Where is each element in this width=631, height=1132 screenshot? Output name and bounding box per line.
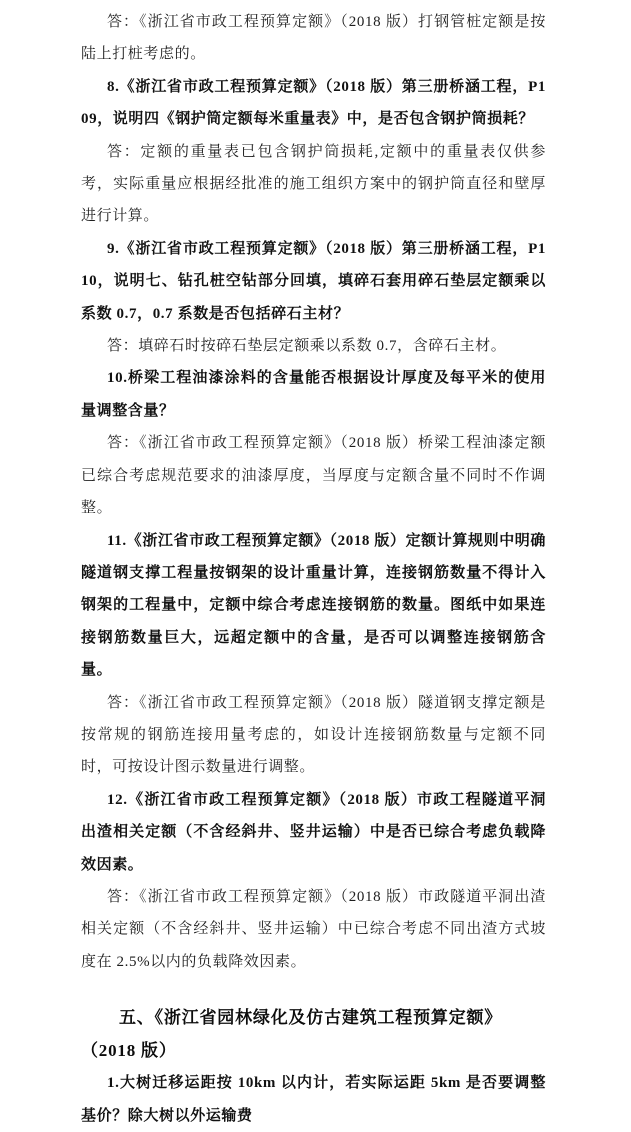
- question-paragraph: 10.桥梁工程油漆涂料的含量能否根据设计厚度及每平米的使用量调整含量？: [81, 370, 546, 419]
- answer-paragraph: 答：《浙江省市政工程预算定额》（2018 版）市政隧道平洞出渣相关定额（不含经斜井、竖井运输）中已综合考虑不同出渣方式坡度在 2.5%以内的负载降效因素。: [81, 888, 546, 970]
- question-paragraph: 8.《浙江省市政工程预算定额》（2018 版）第三册桥涵工程，P109，说明四《钢护筒定额每米重量表》中，是否包含钢护筒损耗？: [81, 78, 546, 128]
- answer-paragraph: 答：填碎石时按碎石垫层定额乘以系数 0.7，含碎石主材。: [107, 338, 507, 355]
- question-paragraph: 9.《浙江省市政工程预算定额》（2018 版）第三册桥涵工程，P110，说明七、钻孔桩空钻部分回填，填碎石套用碎石垫层定额乘以系数 0.7，0.7 系数是否包括碎石主材？: [81, 240, 546, 322]
- answer-paragraph: 答：定额的重量表已包含钢护筒损耗,定额中的重量表仅供参考，实际重量应根据经批准的施工组织方案中的钢护筒直径和壁厚进行计算。: [81, 143, 546, 225]
- question-paragraph: 11.《浙江省市政工程预算定额》（2018 版）定额计算规则中明确隧道钢支撑工程量按钢架的设计重量计算，连接钢筋数量不得计入钢架的工程量中，定额中综合考虑连接钢筋的数量。图纸中如果连接钢筋数量巨大，远超定额中的含量，是否可以调整连接钢筋含量。: [81, 532, 546, 679]
- question-paragraph: 1.大树迁移运距按 10km 以内计，若实际运距 5km 是否要调整基价？除大树以外运输费: [81, 1075, 546, 1124]
- answer-paragraph: 答：《浙江省市政工程预算定额》（2018 版）隧道钢支撑定额是按常规的钢筋连接用量考虑的，如设计连接钢筋数量与定额不同时，可按设计图示数量进行调整。: [81, 694, 546, 776]
- answer-paragraph: 答：《浙江省市政工程预算定额》（2018 版）桥梁工程油漆定额已综合考虑规范要求的油漆厚度，当厚度与定额含量不同时不作调整。: [81, 435, 546, 517]
- answer-paragraph: 答：《浙江省市政工程预算定额》（2018 版）打钢管桩定额是按陆上打桩考虑的。: [81, 14, 546, 63]
- section-heading: 五、《浙江省园林绿化及仿古建筑工程预算定额》（2018 版）: [81, 1008, 503, 1061]
- question-paragraph: 12.《浙江省市政工程预算定额》（2018 版）市政工程隧道平洞出渣相关定额（不含经斜井、竖井运输）中是否已综合考虑负载降效因素。: [81, 791, 546, 873]
